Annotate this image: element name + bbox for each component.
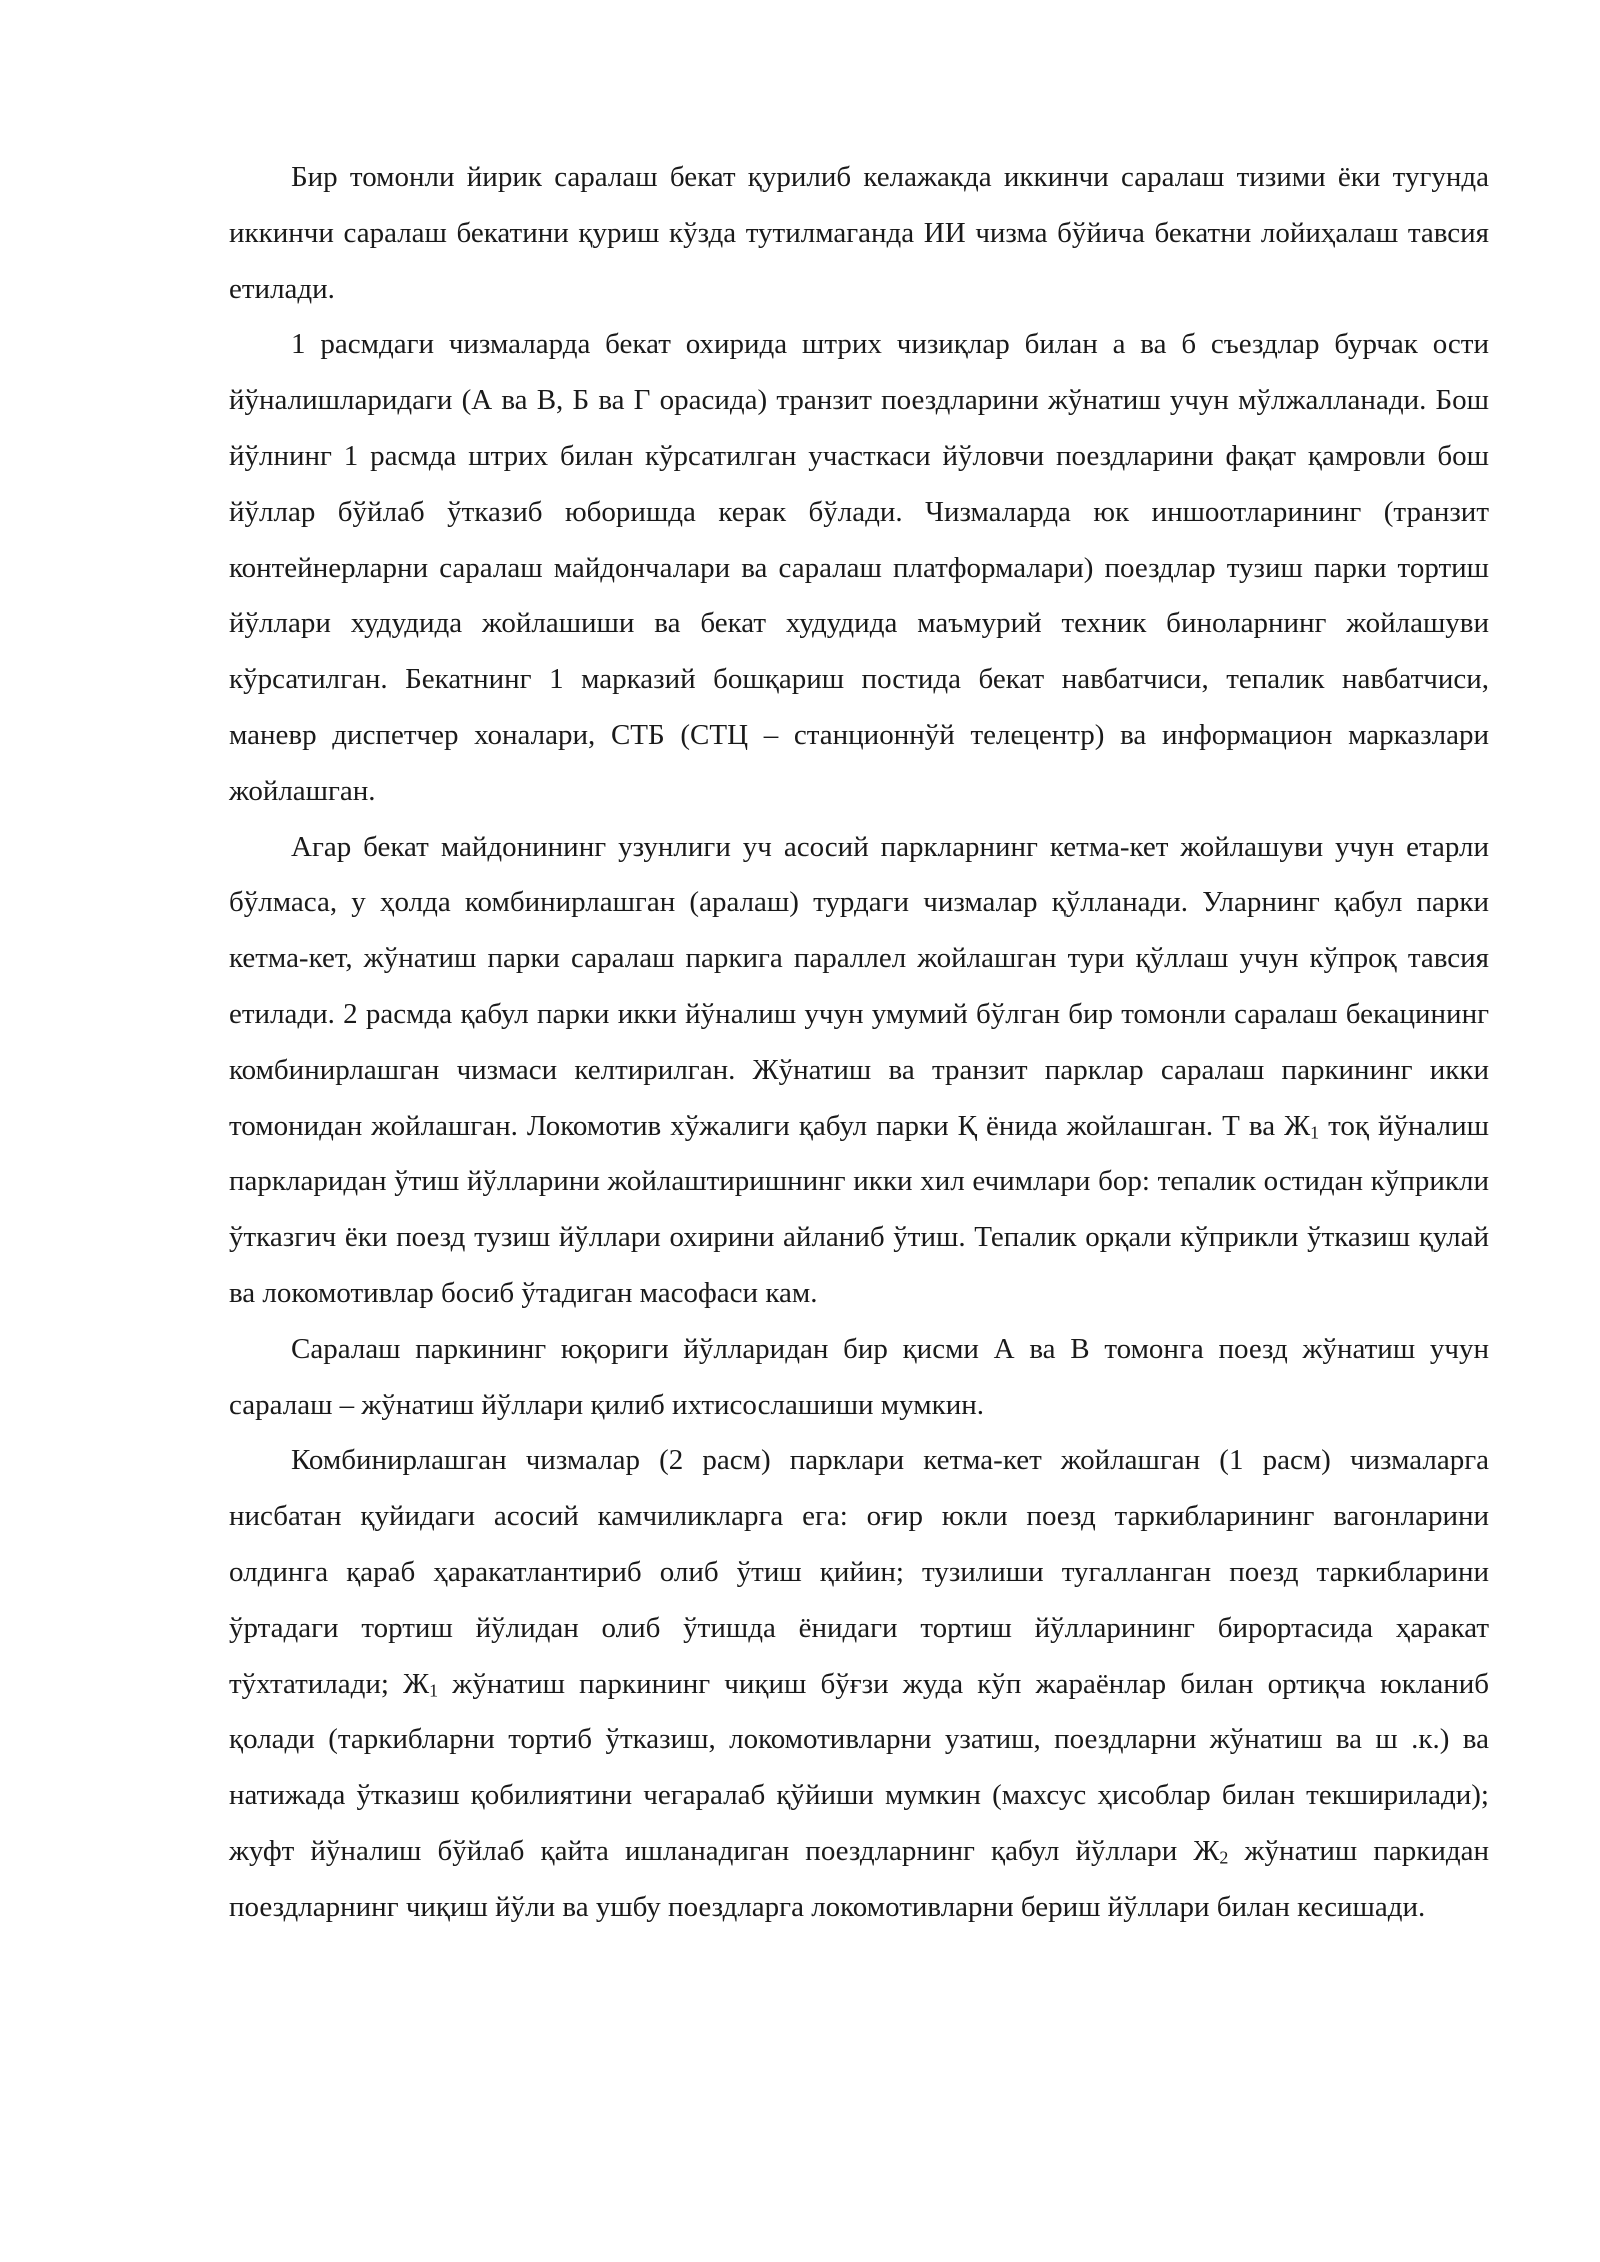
subscript-2: 2 xyxy=(1219,1847,1229,1868)
subscript-1: 1 xyxy=(429,1680,439,1701)
paragraph-5-text-c: жўнатиш паркидан поездларнинг чиқиш йўли ва ушбу поездларга локомотивларни бериш йўллари билан кесишади. xyxy=(229,1834,1489,1923)
paragraph-4: Саралаш паркининг юқориги йўлларидан бир қисми А ва В томонга поезд жўнатиш учун саралаш – жўнатиш йўллари қилиб ихтисослашиши мумкин. xyxy=(229,1332,1489,1421)
subscript-1: 1 xyxy=(1310,1122,1320,1143)
paragraph-2: 1 расмдаги чизмаларда бекат охирида штрих чизиқлар билан а ва б съездлар бурчак ости йўналишларидаги (А ва В, Б ва Г орасида) транзит поездларини жўнатиш учун мўлжалланади. Бош йўлнинг 1 расмда штрих билан кўрсатилган участкаси йўловчи поездларини фақат қамровли бош йўллар бўйлаб ўтказиб юборишда керак бўлади. Чизмаларда юк иншоотларининг (транзит контейнерларни саралаш майдончалари ва саралаш платформалари) поездлар тузиш парки тортиш йўллари худудида жойлашиши ва бекат худудида маъмурий техник биноларнинг жойлашуви кўрсатилган. Бекатнинг 1 марказий бошқариш постида бекат навбатчиси, тепалик навбатчиси, маневр диспетчер хоналари, СТБ (СТЦ – станционнўй телецентр) ва информацион марказлари жойлашган. xyxy=(229,328,1489,807)
paragraph-3 xyxy=(229,820,1489,1322)
paragraph-5-text-b: жўнатиш паркининг чиқиш бўғзи жуда кўп жараёнлар билан ортиқча юкланиб қолади (таркибларни тортиб ўтказиш, локомотивларни узатиш, поездларни жўнатиш ва ш .к.) ва натижада ўтказиш қобилиятини чегаралаб қўйиши мумкин (махсус ҳисоблар билан текширилади); жуфт йўналиш бўйлаб қайта ишланадиган поездларнинг қабул йўллари Ж xyxy=(229,1667,1489,1867)
paragraph-5-text-a: Комбинирлашган чизмалар (2 расм) парклари кетма-кет жойлашган (1 расм) чизмаларга нисбатан қуйидаги асосий камчиликларга ега: оғир юкли поезд таркибларининг вагонларини олдинга қараб ҳаракатлантириб олиб ўтиш қийин; тузилиши тугалланган поезд таркибларини ўртадаги тортиш йўлидан олиб ўтишда ёнидаги тортиш йўлларининг бирортасида ҳаракат тўхтатилади; Ж xyxy=(229,1444,1489,1700)
document-page xyxy=(229,150,1489,1936)
paragraph-5 xyxy=(229,1433,1489,1935)
paragraph-3-text-b: тоқ йўналиш паркларидан ўтиш йўлларини жойлаштиришнинг икки хил ечимлари бор: тепалик остидан кўприкли ўтказгич ёки поезд тузиш йўллари охирини айланиб ўтиш. Тепалик орқали кўприкли ўтказиш қулай ва локомотивлар босиб ўтадиган масофаси кам. xyxy=(229,1109,1489,1309)
paragraph-1: Бир томонли йирик саралаш бекат қурилиб келажакда иккинчи саралаш тизими ёки тугунда иккинчи саралаш бекатини қуриш кўзда тутилмаганда ИИ чизма бўйича бекатни лойиҳалаш тавсия етилади. xyxy=(229,161,1489,305)
paragraph-3-text-a: Агар бекат майдонининг узунлиги уч асосий паркларнинг кетма-кет жойлашуви учун етарли бўлмаса, у ҳолда комбинирлашган (аралаш) турдаги чизмалар қўлланади. Уларнинг қабул парки кетма-кет, жўнатиш парки саралаш паркига параллел жойлашган тури қўллаш учун кўпроқ тавсия етилади. 2 расмда қабул парки икки йўналиш учун умумий бўлган бир томонли саралаш бекацининг комбинирлашган чизмаси келтирилган. Жўнатиш ва транзит парклар саралаш паркининг икки томонидан жойлашган. Локомотив хўжалиги қабул парки Қ ёнида жойлашган. Т ва Ж xyxy=(229,830,1489,1142)
